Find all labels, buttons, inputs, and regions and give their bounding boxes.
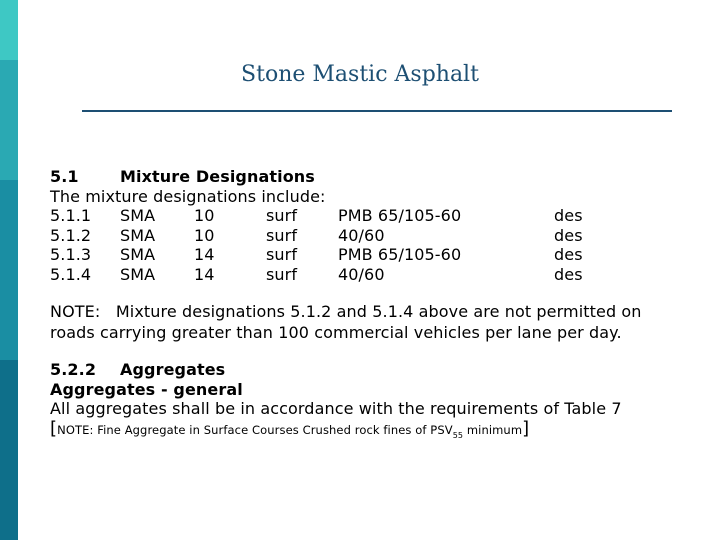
row-binder: 40/60 (338, 225, 385, 245)
row-type: SMA (120, 245, 156, 264)
slide-body (50, 167, 670, 438)
section-number: 5.2.2 (50, 360, 97, 379)
section-heading: Mixture Designations (120, 167, 315, 186)
row-size: 10 (194, 225, 215, 245)
footnote-text: NOTE: Fine Aggregate in Surface Courses Crushed rock fines of PSV (57, 422, 453, 437)
table-row (50, 245, 670, 265)
row-note: des (554, 225, 583, 245)
row-size: 14 (194, 264, 215, 284)
table-row (50, 226, 670, 246)
note-label: NOTE: (50, 302, 101, 321)
section-5-2-2-heading (50, 360, 670, 380)
section-heading: Aggregates (120, 360, 226, 379)
section-5-2-2 (50, 360, 670, 438)
row-layer: surf (266, 225, 298, 245)
footnote-open-bracket: [ (50, 417, 58, 439)
row-id: 5.1.3 (50, 245, 92, 264)
note-paragraph (50, 301, 670, 343)
row-layer: surf (266, 245, 298, 264)
footnote-close-bracket: ] (522, 417, 530, 439)
section-5-1-heading (50, 167, 670, 187)
row-layer: surf (266, 264, 298, 284)
section-intro: The mixture designations include: (50, 186, 326, 206)
row-id: 5.1.1 (50, 206, 92, 225)
footnote-subscript: 55 (452, 430, 464, 440)
decorative-stripe-3 (0, 180, 18, 360)
slide-title: Stone Mastic Asphalt (241, 62, 479, 87)
row-type: SMA (120, 225, 156, 245)
row-size: 10 (194, 206, 215, 225)
section-subheading: Aggregates - general (50, 379, 243, 399)
section-number: 5.1 (50, 167, 79, 186)
row-size: 14 (194, 245, 215, 264)
footnote (50, 419, 670, 439)
row-layer: surf (266, 206, 298, 225)
row-id: 5.1.2 (50, 225, 92, 245)
table-row (50, 206, 670, 226)
row-binder: PMB 65/105-60 (338, 206, 462, 225)
section-body: All aggregates shall be in accordance with the requirements of Table 7 (50, 399, 622, 418)
footnote-tail: minimum (463, 422, 523, 437)
row-note: des (554, 264, 583, 284)
note-text: Mixture designations 5.1.2 and 5.1.4 above are not permitted on roads carrying greater than 100 commercial vehicles per lane per day. (50, 302, 642, 342)
row-binder: PMB 65/105-60 (338, 245, 462, 264)
decorative-stripe-1 (0, 0, 18, 60)
title-divider (82, 110, 672, 112)
table-row (50, 265, 670, 285)
row-type: SMA (120, 206, 156, 225)
row-id: 5.1.4 (50, 264, 92, 284)
row-note: des (554, 206, 583, 225)
row-type: SMA (120, 264, 156, 284)
row-binder: 40/60 (338, 264, 385, 284)
row-note: des (554, 245, 583, 264)
decorative-stripe-4 (0, 360, 18, 540)
